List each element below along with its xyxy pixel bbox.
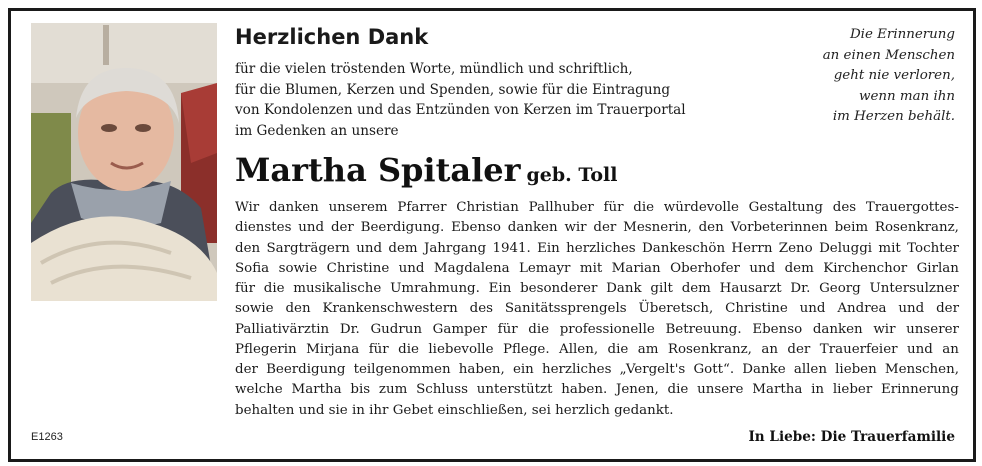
- thanks-body: [235, 198, 959, 421]
- memorial-quote: [755, 25, 955, 128]
- intro-text: [235, 59, 755, 141]
- intro-line: für die vielen tröstenden Worte, mündlich und schriftlich,: [235, 61, 633, 77]
- quote-line: wenn man ihn: [859, 88, 955, 104]
- intro-line: für die Blumen, Kerzen und Spenden, sowie für die Eintragung: [235, 81, 671, 98]
- heading: Herzlichen Dank: [235, 25, 429, 49]
- body-line: behalten und sie in ihr Gebet einschließen, sei herzlich gedankt.: [235, 402, 674, 418]
- deceased-name: Martha Spitaler: [235, 151, 521, 189]
- portrait-photo: [31, 23, 217, 301]
- intro-line: im Gedenken an unsere: [235, 122, 399, 139]
- body-line: Wir danken unserem Pfarrer Christian Pallhuber für die würdevolle Gestaltung des Trauergottes-: [235, 200, 959, 215]
- body-line: dienstes und der Beerdigung. Ebenso danken wir der Mesnerin, den Vorbeterinnen beim Rosenkranz,: [235, 220, 959, 236]
- body-line: sowie den Krankenschwestern des Sanitätssprengels Überetsch, Christine und Andrea und der: [235, 301, 959, 317]
- family-signature: In Liebe: Die Trauerfamilie: [748, 429, 955, 445]
- maiden-name: geb. Toll: [526, 164, 618, 186]
- quote-line: an einen Menschen: [822, 47, 955, 63]
- body-line: Pflegerin Mirjana für die liebevolle Pflege. Allen, die am Rosenkranz, an der Trauerfeier und an: [235, 341, 959, 357]
- quote-line: geht nie verloren,: [833, 68, 955, 83]
- quote-line: Die Erinnerung: [849, 27, 955, 42]
- deceased-name-block: [235, 151, 617, 189]
- quote-line: im Herzen behält.: [832, 109, 955, 124]
- body-line: den Sargträgern und dem Jahrgang 1941. Ein herzliches Dankeschön Herrn Zeno Deluggi mit Tochter: [235, 240, 959, 256]
- body-line: Palliativärztin Dr. Gudrun Gamper für die professionelle Betreuung. Ebenso danken wir unserer: [235, 321, 959, 337]
- body-line: der Beerdigung teilgenommen haben, ein herzliches „Vergelt's Gott“. Danke allen lieben Menschen,: [235, 362, 959, 377]
- body-line: für die musikalische Umrahmung. Ein besonderer Dank gilt dem Hausarzt Dr. Georg Untersulzner: [235, 281, 959, 296]
- obituary-notice: [8, 8, 976, 462]
- intro-line: von Kondolenzen und das Entzünden von Kerzen im Trauerportal: [235, 102, 686, 119]
- reference-code: E1263: [31, 431, 63, 443]
- body-line: welche Martha bis zum Schluss unterstützt haben. Jenen, die unsere Martha in lieber Erinnerung: [235, 382, 959, 398]
- body-line: Sofia sowie Christine und Magdalena Lemayr mit Marian Oberhofer und dem Kirchenchor Girlan: [235, 260, 959, 276]
